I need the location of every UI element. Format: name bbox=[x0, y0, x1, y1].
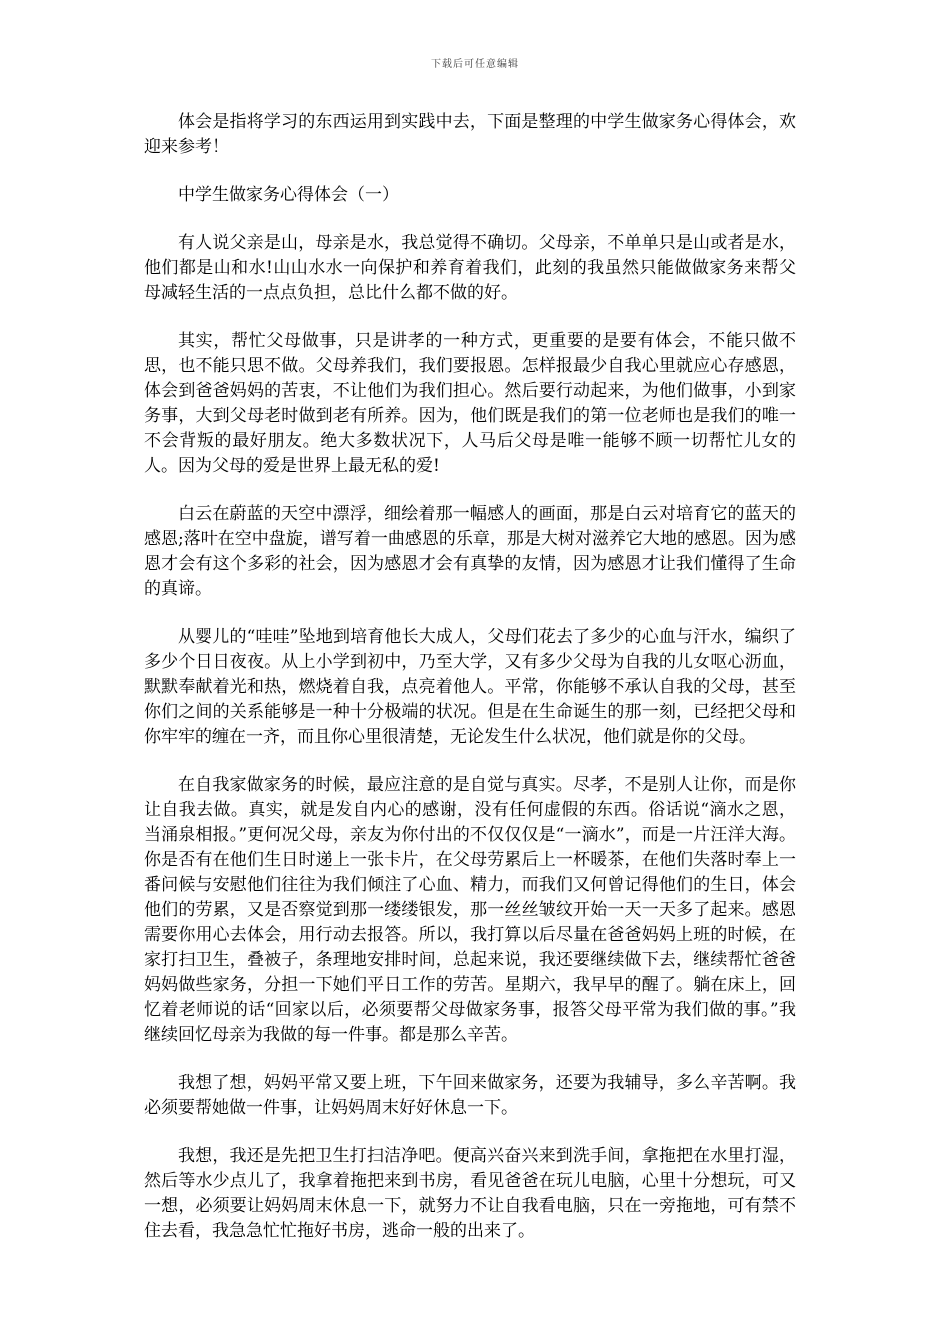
body-paragraph: 我想，我还是先把卫生打扫洁净吧。便高兴奋兴来到洗手间，拿拖把在水里打湿，然后等水少点儿了，我拿着拖把来到书房，看见爸爸在玩儿电脑，心里十分想玩，可又一想，必须要让妈妈周末休息一下，就努力不让自我看电脑，只在一旁拖地，可有禁不住去看，我急急忙忙拖好书房，逃命一般的出来了。 bbox=[144, 1146, 796, 1241]
body-paragraph: 有人说父亲是山，母亲是水，我总觉得不确切。父母亲，不单单只是山或者是水，他们都是山和水!山山水水一向保护和养育着我们，此刻的我虽然只能做做家务来帮父母减轻生活的一点点负担，总比什么都不做的好。 bbox=[144, 233, 796, 303]
body-paragraph: 其实，帮忙父母做事，只是讲孝的一种方式，更重要的是要有体会，不能只做不思，也不能只思不做。父母养我们，我们要报恩。怎样报最少自我心里就应心存感恩，体会到爸爸妈妈的苦衷，不让他们为我们担心。然后要行动起来，为他们做事，小到家务事，大到父母老时做到老有所养。因为，他们既是我们的第一位老师也是我们的唯一不会背叛的最好朋友。绝大多数状况下，人马后父母是唯一能够不顾一切帮忙儿女的人。因为父母的爱是世界上最无私的爱! bbox=[144, 331, 796, 476]
body-paragraph: 在自我家做家务的时候，最应注意的是自觉与真实。尽孝，不是别人让你，而是你让自我去做。真实，就是发自内心的感谢，没有任何虚假的东西。俗话说“滴水之恩，当涌泉相报。”更何况父母，亲友为你付出的不仅仅仅是“一滴水”，而是一片汪洋大海。你是否有在他们生日时递上一张卡片，在父母劳累后上一杯暖茶，在他们失落时奉上一番问候与安慰他们往往为我们倾注了心血、精力，而我们又何曾记得他们的生日，体会他们的劳累，又是否察觉到那一缕缕银发，那一丝丝皱纹开始一天一天多了起来。感恩需要你用心去体会，用行动去报答。所以，我打算以后尽量在爸爸妈妈上班的时候，在家打扫卫生，叠被子，条理地安排时间，总起来说，我还要继续做下去，继续帮忙爸爸妈妈做些家务，分担一下她们平日工作的劳苦。星期六，我早早的醒了。躺在床上，回忆着老师说的话“回家以后，必须要帮父母做家务事，报答父母平常为我们做的事。”我继续回忆母亲为我做的每一件事。都是那么辛苦。 bbox=[144, 775, 796, 1045]
document-body bbox=[144, 110, 796, 1267]
body-paragraph: 从婴儿的“哇哇”坠地到培育他长大成人，父母们花去了多少的心血与汗水，编织了多少个日日夜夜。从上小学到初中，乃至大学，又有多少父母为自我的儿女呕心沥血，默默奉献着光和热，燃烧着自我，点亮着他人。平常，你能够不承认自我的父母，甚至你们之间的关系能够是一种十分极端的状况。但是在生命诞生的那一刻，已经把父母和你牢牢的缠在一齐，而且你心里很清楚，无论发生什么状况，他们就是你的父母。 bbox=[144, 627, 796, 747]
intro-paragraph: 体会是指将学习的东西运用到实践中去，下面是整理的中学生做家务心得体会，欢迎来参考！ bbox=[144, 112, 796, 157]
body-paragraph: 我想了想，妈妈平常又要上班，下午回来做家务，还要为我辅导，多么辛苦啊。我必须要帮她做一件事，让妈妈周末好好休息一下。 bbox=[144, 1073, 796, 1118]
header-note: 下载后可任意编辑 bbox=[431, 59, 519, 70]
body-paragraph: 白云在蔚蓝的天空中漂浮，细绘着那一幅感人的画面，那是白云对培育它的蓝天的感恩;落叶在空中盘旋，谱写着一曲感恩的乐章，那是大树对滋养它大地的感恩。因为感恩才会有这个多彩的社会，因为感恩才会有真挚的友情，因为感恩才让我们懂得了生命的真谛。 bbox=[144, 504, 796, 599]
section-title: 中学生做家务心得体会（一） bbox=[178, 185, 399, 205]
